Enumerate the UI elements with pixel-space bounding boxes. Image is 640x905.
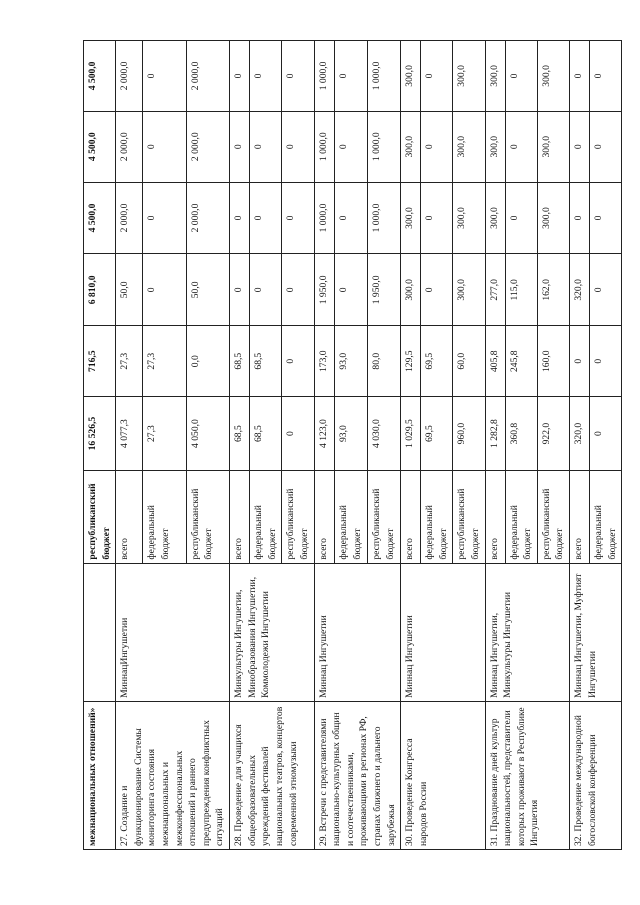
value-cell: 129,5 [401, 326, 421, 397]
value-cell: 300,0 [453, 182, 485, 254]
source-cell: федеральный бюджет [143, 471, 186, 564]
value-cell: 173,0 [314, 326, 335, 397]
source-cell: всего [230, 471, 250, 564]
value-cell: 300,0 [453, 254, 485, 326]
value-cell: 4 077,3 [116, 397, 143, 471]
value-cell: 0 [143, 182, 186, 254]
value-cell: 300,0 [453, 41, 485, 112]
value-cell: 0 [230, 254, 250, 326]
value-cell: 0 [570, 41, 590, 112]
value-cell: 69,5 [421, 397, 453, 471]
table-row [314, 41, 335, 850]
executor-cell [84, 563, 116, 701]
budget-table [83, 40, 622, 850]
value-cell: 0 [505, 182, 537, 254]
value-cell: 0 [230, 41, 250, 112]
source-cell: всего [401, 471, 421, 564]
value-cell: 0 [282, 326, 314, 397]
value-cell: 50,0 [186, 254, 229, 326]
value-cell: 0 [590, 111, 622, 182]
value-cell: 0 [505, 41, 537, 112]
value-cell: 0 [282, 182, 314, 254]
value-cell: 0 [335, 41, 368, 112]
value-cell: 300,0 [401, 254, 421, 326]
value-cell: 300,0 [401, 41, 421, 112]
value-cell: 320,0 [570, 397, 590, 471]
value-cell: 0 [250, 111, 282, 182]
value-cell: 0 [282, 111, 314, 182]
value-cell: 300,0 [485, 182, 505, 254]
value-cell: 300,0 [537, 182, 569, 254]
value-cell: 0 [250, 182, 282, 254]
value-cell: 0,0 [186, 326, 229, 397]
source-cell: республиканский бюджет [186, 471, 229, 564]
activity-name: 27. Создание и функционирование Системы мониторинга состояния межнациональных и межконфессиональных отношений и раннего предупреждения конфликтных ситуаций [116, 701, 230, 849]
executor-cell: Миннац Ингушетии [314, 563, 401, 701]
value-cell: 0 [421, 182, 453, 254]
activity-name: 28. Проведение для учащихся общеобразовательных учреждений фестивалей национальных театров, концертов современной этномузыки [230, 701, 314, 849]
executor-cell: Минкультуры Ингушетии, Минобразования Ингушетии, Коммолодежи Ингушетии [230, 563, 314, 701]
executor-cell: Миннац Ингушетии [401, 563, 485, 701]
source-cell: всего [570, 471, 590, 564]
value-cell: 0 [230, 182, 250, 254]
source-cell: республиканский бюджет [368, 471, 401, 564]
source-cell: республиканский бюджет [282, 471, 314, 564]
value-cell: 50,0 [116, 254, 143, 326]
source-cell: всего [485, 471, 505, 564]
value-cell: 1 000,0 [314, 41, 335, 112]
value-cell: 68,5 [250, 397, 282, 471]
value-cell: 68,5 [250, 326, 282, 397]
value-cell: 68,5 [230, 326, 250, 397]
value-cell: 2 000,0 [116, 41, 143, 112]
value-cell: 1 950,0 [314, 254, 335, 326]
activity-name: 30. Проведение Конгресса народов России [401, 701, 485, 849]
value-cell: 960,0 [453, 397, 485, 471]
value-cell: 0 [570, 182, 590, 254]
activity-name: 32. Проведение международной богословской конференции [570, 701, 622, 849]
table-row [116, 41, 143, 850]
value-cell: 2 000,0 [116, 111, 143, 182]
value-cell: 716,5 [84, 326, 116, 397]
value-cell: 0 [143, 41, 186, 112]
table-row [401, 41, 421, 850]
source-cell: федеральный бюджет [335, 471, 368, 564]
source-cell: всего [314, 471, 335, 564]
value-cell: 4 050,0 [186, 397, 229, 471]
value-cell: 27,3 [143, 326, 186, 397]
value-cell: 162,0 [537, 254, 569, 326]
value-cell: 93,0 [335, 397, 368, 471]
value-cell: 245,8 [505, 326, 537, 397]
rotated-page [83, 40, 618, 850]
value-cell: 115,0 [505, 254, 537, 326]
table-row [485, 41, 505, 850]
value-cell: 300,0 [401, 111, 421, 182]
source-cell: республиканский бюджет [84, 471, 116, 564]
value-cell: 2 000,0 [186, 111, 229, 182]
value-cell: 93,0 [335, 326, 368, 397]
value-cell: 0 [421, 41, 453, 112]
value-cell: 300,0 [401, 182, 421, 254]
section-title: межнациональных отношений» [84, 701, 116, 849]
source-cell: федеральный бюджет [250, 471, 282, 564]
header-row [84, 41, 116, 850]
table-row [230, 41, 250, 850]
value-cell: 4 123,0 [314, 397, 335, 471]
value-cell: 0 [230, 111, 250, 182]
value-cell: 1 000,0 [368, 111, 401, 182]
value-cell: 0 [335, 182, 368, 254]
value-cell: 300,0 [453, 111, 485, 182]
value-cell: 0 [335, 254, 368, 326]
value-cell: 0 [143, 111, 186, 182]
value-cell: 300,0 [485, 41, 505, 112]
value-cell: 2 000,0 [186, 41, 229, 112]
value-cell: 0 [143, 254, 186, 326]
value-cell: 0 [590, 182, 622, 254]
value-cell: 0 [570, 326, 590, 397]
value-cell: 300,0 [537, 41, 569, 112]
value-cell: 4 500,0 [84, 111, 116, 182]
table-row [570, 41, 590, 850]
value-cell: 4 030,0 [368, 397, 401, 471]
value-cell: 2 000,0 [186, 182, 229, 254]
value-cell: 320,0 [570, 254, 590, 326]
executor-cell: Миннац Ингушетии, Минкультуры Ингушетии [485, 563, 569, 701]
activity-name: 29. Встречи с представителями национально-культурных общин и соотечественниками, проживающими в регионах РФ, странах ближнего и дальнего зарубежья [314, 701, 401, 849]
value-cell: 0 [282, 41, 314, 112]
value-cell: 16 526,5 [84, 397, 116, 471]
value-cell: 0 [282, 254, 314, 326]
value-cell: 277,0 [485, 254, 505, 326]
value-cell: 2 000,0 [116, 182, 143, 254]
executor-cell: Миннац Ингушетии, Муфтият Ингушетии [570, 563, 622, 701]
source-cell: всего [116, 471, 143, 564]
value-cell: 6 810,0 [84, 254, 116, 326]
value-cell: 160,0 [537, 326, 569, 397]
value-cell: 27,3 [143, 397, 186, 471]
value-cell: 0 [590, 254, 622, 326]
value-cell: 0 [570, 111, 590, 182]
value-cell: 1 029,5 [401, 397, 421, 471]
value-cell: 69,5 [421, 326, 453, 397]
value-cell: 0 [505, 111, 537, 182]
value-cell: 0 [250, 254, 282, 326]
value-cell: 0 [421, 111, 453, 182]
value-cell: 68,5 [230, 397, 250, 471]
value-cell: 80,0 [368, 326, 401, 397]
value-cell: 1 950,0 [368, 254, 401, 326]
value-cell: 922,0 [537, 397, 569, 471]
value-cell: 0 [590, 41, 622, 112]
value-cell: 1 000,0 [314, 111, 335, 182]
value-cell: 4 500,0 [84, 41, 116, 112]
value-cell: 1 282,8 [485, 397, 505, 471]
value-cell: 0 [421, 254, 453, 326]
source-cell: республиканский бюджет [537, 471, 569, 564]
value-cell: 300,0 [485, 111, 505, 182]
source-cell: федеральный бюджет [421, 471, 453, 564]
value-cell: 0 [250, 41, 282, 112]
value-cell: 1 000,0 [368, 41, 401, 112]
value-cell: 405,8 [485, 326, 505, 397]
activity-name: 31. Празднование дней культур национальностей, представители которых проживают в Республике Ингушетия [485, 701, 569, 849]
value-cell: 60,0 [453, 326, 485, 397]
value-cell: 300,0 [537, 111, 569, 182]
source-cell: федеральный бюджет [590, 471, 622, 564]
value-cell: 4 500,0 [84, 182, 116, 254]
value-cell: 0 [282, 397, 314, 471]
value-cell: 27,3 [116, 326, 143, 397]
value-cell: 0 [590, 397, 622, 471]
value-cell: 1 000,0 [314, 182, 335, 254]
value-cell: 0 [335, 111, 368, 182]
value-cell: 360,8 [505, 397, 537, 471]
executor-cell: МиннацИнгушетии [116, 563, 230, 701]
source-cell: республиканский бюджет [453, 471, 485, 564]
value-cell: 0 [590, 326, 622, 397]
value-cell: 1 000,0 [368, 182, 401, 254]
source-cell: федеральный бюджет [505, 471, 537, 564]
